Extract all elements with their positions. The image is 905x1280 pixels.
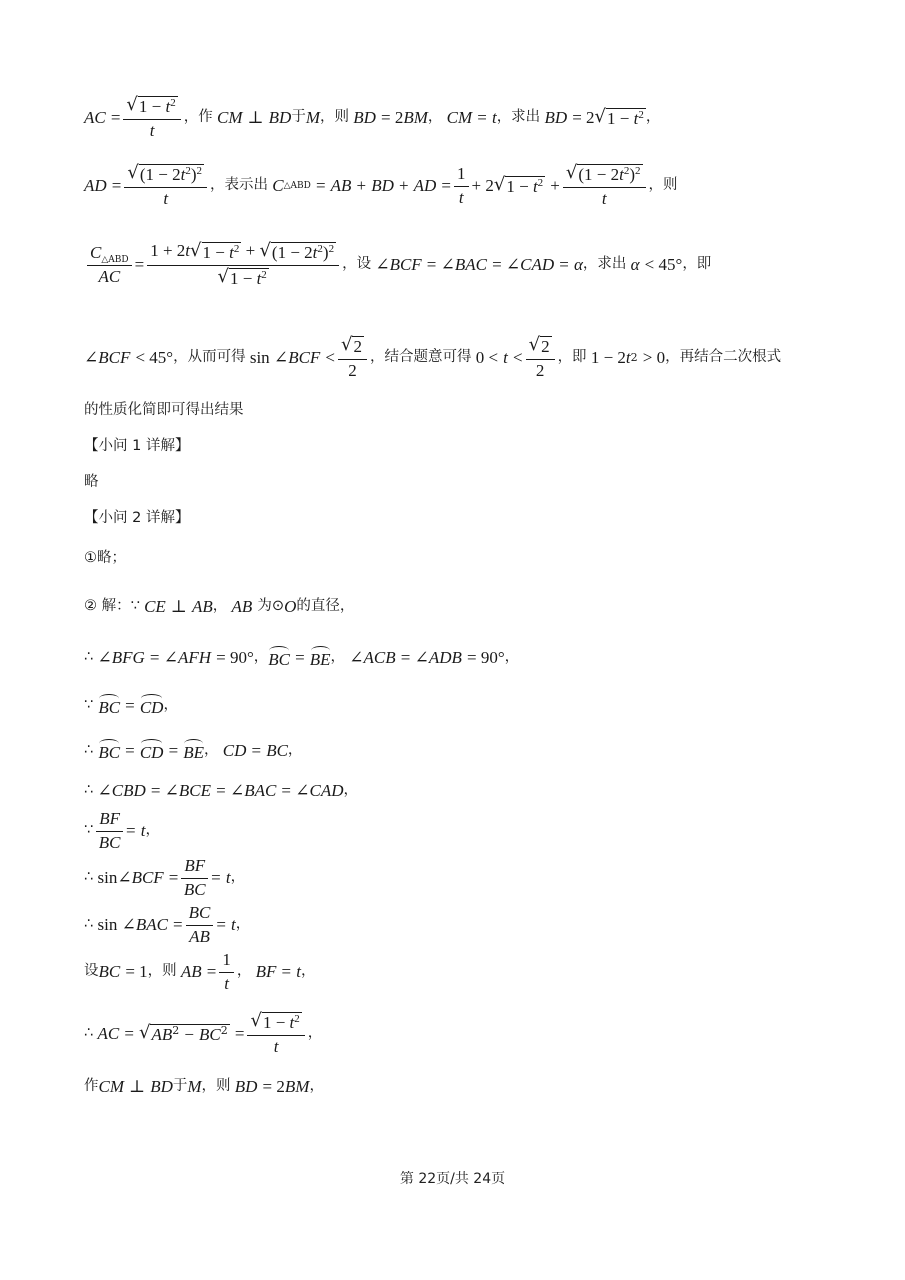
heading-text: 【小问 1 详解】 [84,438,190,454]
text-segment: ， [330,648,346,665]
text-segment: ①略； [84,550,126,566]
formula-line-20: 作 CM ⊥ BD 于 M ，则 BD = 2 BM ， [84,1077,324,1096]
text-segment: 略 [84,474,99,490]
text-segment: ，即 [557,349,587,366]
formula-line-3: $\frac{C_{\triangle ABD}}{AC}$ = 1 + 2t √ $1 - t^2$ + √ $(1 - 2t^2)^2$ √ $1 - t^2$ ，设 ∠ BCF = ∠ BAC = ∠ CAD = α ，求出 α < 45° ，即 [84,242,711,288]
text-segment: ， [212,598,228,615]
text-segment: ∴ [84,741,94,758]
formula-line-1: AC = √ $1 - t^2$ t ，作 CM ⊥ BD 于 M ，则 BD = 2 BM ， CM = t ，求出 BD = 2 √ $1 - t^2$ ， [84,94,661,140]
text-segment: ∵ [84,822,94,839]
text-segment: ∴ [84,869,94,886]
text-segment: ，则 [201,1078,231,1095]
text-segment: ， [307,1025,323,1042]
section-heading-1 [84,439,189,455]
text-segment: ，从而可得 [173,349,246,366]
text-segment: ∴ [84,1025,94,1042]
text-segment: ，则 [648,177,678,194]
text-segment: 设 [84,963,99,980]
section-heading-2 [84,511,189,527]
text-segment: ， [343,782,359,799]
text-segment: ， [145,822,160,839]
text-segment: ， [236,963,252,980]
text-line-5 [84,403,244,419]
text-segment: ， [163,696,178,713]
text-segment: 的性质化简即可得出结果 [84,402,244,418]
text-segment: ， [230,869,246,886]
formula-line-17: ∴ sin ∠ BAC = $\frac{BC}{AB}$ = t ， [84,903,251,946]
text-segment: ， [287,741,303,758]
text-segment: 为⊙ [257,598,285,615]
text-segment: ，表示出 [210,177,268,194]
page-footer: 第 22页/共 24页 [399,1171,506,1187]
text-segment: ，设 [342,256,372,273]
formula-line-4: ∠ BCF < 45° ，从而可得 sin ∠ BCF < √ 2 2 ，结合题意可得 0 < t < √ 2 2 ，即 1 − 2 t 2 > 0 ，再结合二次根式 [84,334,782,380]
text-segment: 作 [84,1078,99,1095]
formula-line-14: ∴ ∠ CBD = ∠ BCE = ∠ BAC = ∠ CAD ， [84,781,359,800]
text-segment: ， [504,648,520,665]
text-segment: ，即 [682,256,712,273]
text-segment: 于 [291,109,306,126]
text-segment: ，则 [320,109,350,126]
text-segment: ∴ [84,916,94,933]
text-segment: ，结合题意可得 [369,349,472,366]
text-segment: ， [235,916,251,933]
text-segment: ∴ [84,648,94,665]
text-segment: ，作 [183,109,213,126]
text-line-7 [84,475,99,491]
formula-line-18: 设 BC = 1 ，则 AB = $\frac{1}{t}$ ， BF = t ， [84,950,316,993]
heading-text: 【小问 2 详解】 [84,510,190,526]
formula-line-16: ∴ sin∠ BCF = $\frac{BF}{BC}$ = t ， [84,856,246,899]
formula-line-11: ∴ ∠ BFG = ∠ AFH = 90° ， BC = BE ， ∠ ACB = ∠ ADB = 90° ， [84,647,520,669]
text-segment: ，再结合二次根式 [665,349,782,366]
text-segment: ，则 [147,963,177,980]
text-segment: ， [253,648,269,665]
formula-line-13: ∴ BC = CD = BE ， CD = BC ， [84,740,303,762]
text-segment: ， [300,963,316,980]
text-line-9 [84,551,126,567]
text-segment: ，求出 [496,109,541,126]
formula-line-12: ∵ BC = CD ， [84,695,178,717]
text-segment: ， [645,109,661,126]
text-segment: 于 [172,1078,188,1095]
text-segment: 的直径， [296,598,355,615]
text-segment: ② 解：∵ [84,598,140,615]
text-segment: ∵ [84,696,94,713]
formula-line-15: ∵ $\frac{BF}{BC}$ = t ， [84,809,160,852]
formula-line-2: AD = √ $(1 - 2t^2)^2$ t ，表示出 C △ABD = AB + BD + AD = $\frac{1}{t}$ + 2 √ $1 - t^2$ + √ $(1 - 2t^2)^2$ t ，则 [84,162,678,208]
formula-line-19: ∴ AC = √ $AB^2 - BC^2$ = √ $1 - t^2$ t ， [84,1010,323,1056]
text-segment: ， [204,741,219,758]
text-segment: ， [309,1078,324,1095]
text-segment: ，求出 [582,256,627,273]
text-segment: ∴ [84,782,94,799]
formula-line-10: ② 解：∵ CE ⊥ AB ， AB 为⊙ O 的直径， [84,597,355,616]
text-segment: ， [427,109,443,126]
